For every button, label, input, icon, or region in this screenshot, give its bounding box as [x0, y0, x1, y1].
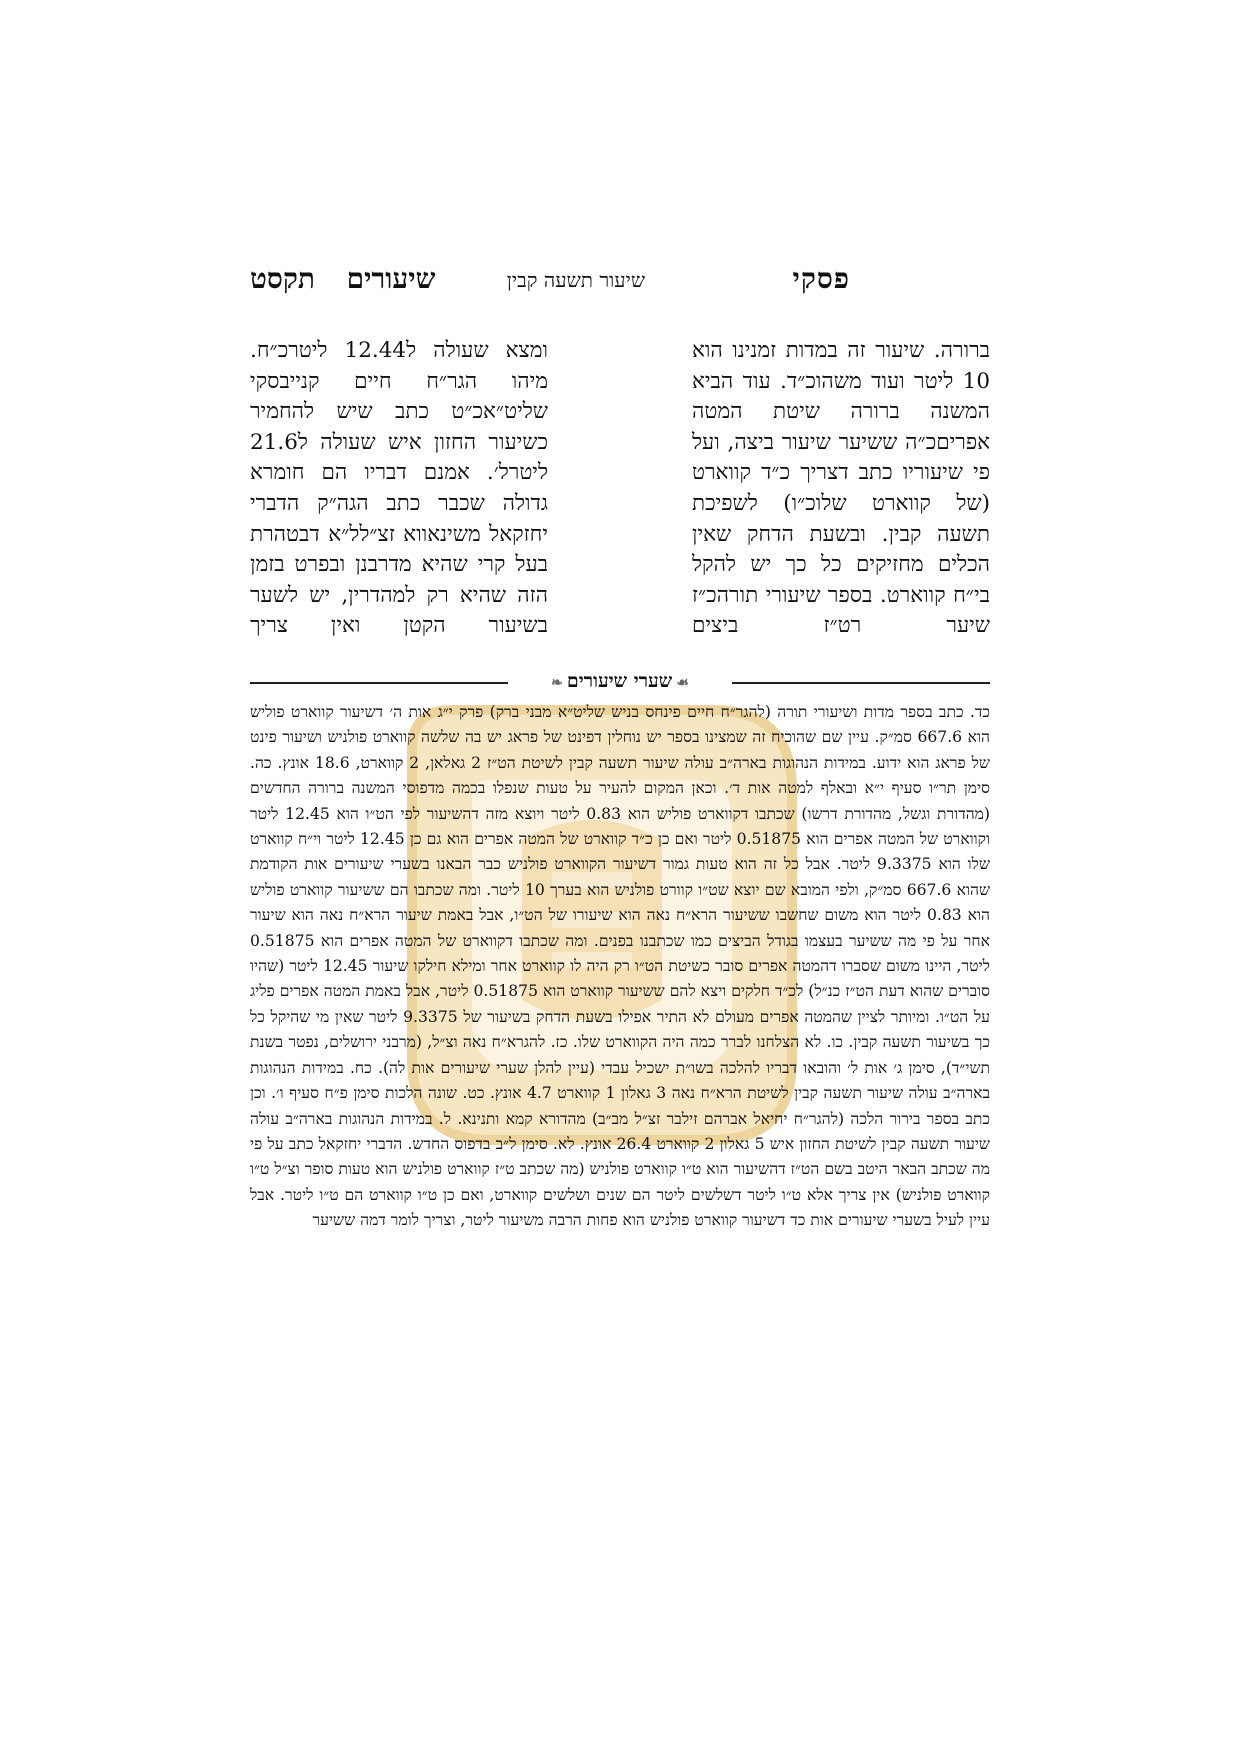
footnotes-heading — [250, 670, 990, 693]
main-text-column-right — [692, 336, 990, 642]
footnotes-block — [250, 700, 990, 1234]
footnotes-heading-text: שערי שיעורים — [566, 670, 673, 692]
footnotes-text: כד. כתב בספר מדות ושיעורי תורה (להגר״ח חיים פינחס בניש שליט״א מבני ברק) פרק י״ג אות ה׳ דשיעור קווארט פוליש הוא 667.6 סמ״ק. עיין שם שהוכיח זה שמצינו בספר יש נוחלין דפינט של פראג יש בה שלשה קווארט פולניש ושיעור פינט של פראג הוא ידוע. במידות הנהוגות בארה״ב עולה שיעור תשעה קבין לשיטת הט״ז 2 גאלאן, 2 קווארט, 18.6 אונץ. כה. סימן תר״ו סעיף י״א ובאלף למטה אות ד׳. וכאן המקום להעיר על טעות שנפלו בכמה מדפוסי המשנה ברורה החדשים (מהדורת וגשל, מהדורת דרשו) שכתבו דקווארט פוליש הוא 0.83 ליטר ויוצא מזה דהשיעור לפי הט״ו הוא 12.45 ליטר וקווארט של המטה אפרים הוא 0.51875 ליטר ואם כן כ״ד קווארט של המטה אפרים הוא גם כן 12.45 ליטר וי״ח קווארט שלו הוא 9.3375 ליטר. אבל כל זה הוא טעות גמור דשיעור הקווארט פולניש כבר הבאנו בשערי שיעורים אות הקודמת שהוא 667.6 סמ״ק, ולפי המובא שם יוצא שט״ו קוורט פולניש הוא בערך 10 ליטר. ומה שכתבו הם ששיעור קווארט פוליש הוא 0.83 ליטר הוא משום שחשבו ששיעור הרא״ח נאה הוא שיעורו של הט״ו, אבל באמת שיעור הרא״ח נאה הוא שיעור אחר על פי מה ששיער בעצמו בגודל הביצים כמו שכתבנו בפנים. ומה שכתבו דקווארט של המטה אפרים הוא 0.51875 ליטר, היינו משום שסברו דהמטה אפרים סובר כשיטת הט״ו רק היה לו קווארט אחר ומילא חילקו שיעור 12.45 ליטר (שהיו סוברים שהוא דעת הט״ז כנ״ל) לכ״ד חלקים ויצא להם ששיעור קווארט הוא 0.51875 ליטר, אבל באמת המטה אפרים פליג על הט״ו. ומיותר לציין שהמטה אפרים מעולם לא התיר אפילו בשעת הדחק בשיעור של 9.3375 ליטר שאין מי שהיקל כל כך בשיעור תשעה קבין. כו. לא הצלחנו לברר כמה היה הקווארט שלו. כז. להגרא״ח נאה וצ״ל, (מרבני ירושלים, נפטר בשנת תשי״ד), סימן ג׳ אות ל׳ והובאו דבריו להלכה בשו״ת ישכיל עבדי (עיין להלן שערי שיעורים אות לה). כח. במידות הנהוגות בארה״ב עולה שיעור תשעה קבין לשיטת הרא״ח נאה 3 גאלון 1 קווארט 4.7 אונץ. כט. שונה הלכות סימן פ״ח סעיף ו׳. וכן כתב בספר בירור הלכה (להגר״ח יחיאל אברהם זילבר זצ״ל מב״ב) מהדורא קמא ותנינא. ל. במידות הנהוגות בארה״ב עולה שיעור תשעה קבין לשיטת החזון איש 5 גאלון 2 קווארט 26.4 אונץ. לא. סימן ל״ב בדפוס החדש. הדברי יחזקאל כתב על פי מה שכתב הבאר היטב בשם הט״ז דהשיעור הוא ט״ו קווארט פולניש (מה שכתב ט״ז קווארט פולניש הוא טעות סופר וצ״ל ט״ו קווארט פולניש) אין צריך אלא ט״ו ליטר דשלשים ליטר הם שנים ושלשים קווארט, ואם כן ט״ו קווארט הם ט״ו ליטר. אבל עיין לעיל בשערי שיעורים אות כד דשיעור קווארט פולניש הוא פחות הרבה משיעור ליטר, וצריך לומר דמה ששיער — [250, 703, 991, 1230]
main-text-right: ברורה. שיעור זה במדות זמנינו הוא 10 ליטר ועוד משהוכ״ד. עוד הביא המשנה ברורה שיטת המטה אפריםכ״ה ששיער שיעור ביצה, ועל פי שיעוריו כתב דצריך כ״ד קווארט (של קווארט שלוכ״ו) לשפיכת תשעה קבין. ובשעת הדחק שאין הכלים מחזיקים כל כך יש להקל בי״ח קווארט. בספר שיעורי תורהכ״ז שיער רט״ז ביצים — [692, 338, 990, 639]
header-section-page: שיעורים תקסט — [250, 262, 436, 295]
ornament-icon: ☙ — [676, 675, 689, 691]
header-topic: שיעור תשעה קבין — [506, 268, 645, 292]
main-text-column-left — [250, 336, 548, 642]
header-book-title: פסקי — [792, 262, 850, 295]
footnotes-divider — [250, 670, 990, 694]
main-text-left: ומצא שעולה ל12.44 ליטרכ״ח. מיהו הגר״ח חיים קנייבסקי שליט״אכ״ט כתב שיש להחמיר כשיעור החזון איש שעולה ל21.6 ליטרל׳. אמנם דבריו הם חומרא גדולה שכבר כתב הגה״ק הדברי יחזקאל משינאווא זצ״לל״א דבטהרת בעל קרי שהיא מדרבנן ובפרט בזמן הזה שהיא רק למהדרין, יש לשער בשיעור הקטן ואין צריך — [250, 338, 549, 639]
page-header — [250, 262, 850, 302]
ornament-icon: ❧ — [551, 675, 563, 691]
